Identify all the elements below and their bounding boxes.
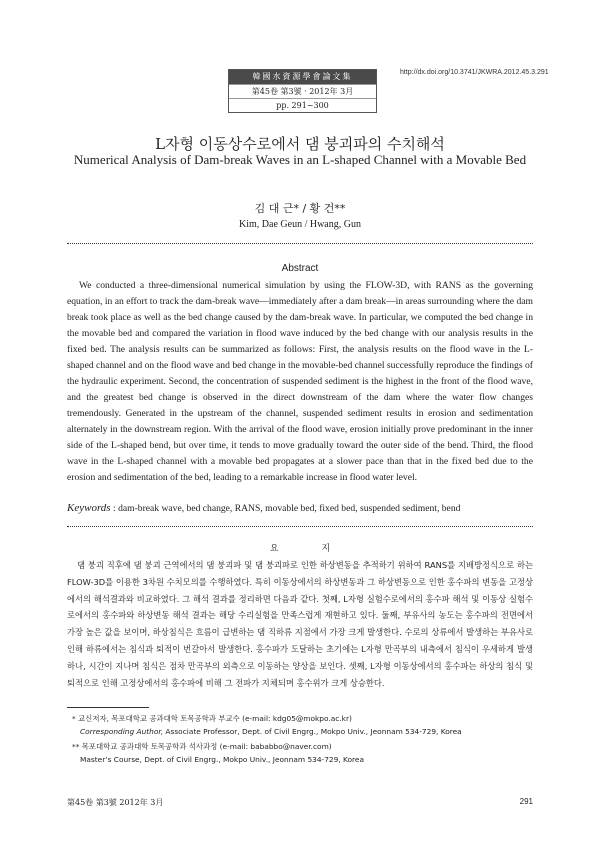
doi-link[interactable]: http://dx.doi.org/10.3741/JKWRA.2012.45.3.291: [400, 69, 549, 76]
yoji-heading: 요 지: [269, 544, 351, 554]
abstract-heading: Abstract: [281, 263, 319, 274]
footnote-1-en: [80, 726, 540, 738]
footnote-rule: [67, 707, 149, 708]
yoji-body: 댐 붕괴 직후에 댐 붕괴 근역에서의 댐 붕괴파 및 댐 붕괴파로 인한 하상변동을 추적하기 위하여 RANS를 지배방정식으로 하는 FLOW-3D를 이용한 3차원 수치모의를 수행하였다. 특히 이동상에서의 하상변동과 그 하상변동으로 인한 홍수파의 변동을 고정상에서의 해석결과와 비교하였다. 그 해석 결과를 정리하면 다음과 같다. 첫째, L자형 실험수로에서의 홍수파 해석 및 이동상 실험수로에서의 홍수파와 하상변동 해석 결과는 해당 수리실험을 만족스럽게 재현하고 있다. 둘째, 부유사의 농도는 홍수파의 전면에서 가장 높은 값을 보이며, 하상침식은 흐름이 급변하는 댐 직하류 지점에서 가장 크게 발생한다. 수로의 상류에서 발생하는 부유사로 인해 하류에서는 침식과 퇴적이 번갈아서 발생한다. 홍수파가 도달하는 초기에는 L자형 만곡부의 내측에서 침식이 우세하게 발생하나, 시간이 지나며 침식은 점차 만곡부의 외측으로 이동하는 양상을 보인다. 셋째, L자형 이동상에서의 홍수파는 하상의 침식 및 퇴적으로 인해 고정상에서의 홍수파에 비해 그 전파가 지체되며 홍수위가 크게 상승한다.: [67, 560, 533, 688]
abstract-body: We conducted a three-dimensional numerical simulation by using the FLOW-3D, with RANS as the governing equation, in an effort to track the dam-break wave—immediately after a dam break—in areas surrounding where the dam break took place as well as the bed change caused by the dam-break wave. In particular, we computed the bed change in the movable bed and compared the variation in flood wave induced by the bed change with our analysis results in the fixed bed. The analysis results can be summarized as follows: First, the analysis results on the flood wave in the L-shaped channel and on the flood wave and bed change in the movable-bed channel successfully reproduce the findings of the hydraulic experiment. Second, the concentration of suspended sediment is the highest in the front of the flood wave, and the greatest bed change is observed in the direct downstream of the dam where the water flow changes tremendously. Generated in the upstream of the channel, suspended sediment results in erosion and sedimentation alternately in the downstream region. With the arrival of the flood wave, erosion initially prove predominant in the inner side of the L-shaped bend, but over time, it tends to move gradually toward the outer side of the bend. Third, the flood wave in the L-shaped channel with a movable bed propagates at a slower pace than that in the fixed bed due to the erosion and sedimentation of the bed, leading to a remarkable increase in flood water level.: [67, 280, 533, 483]
journal-info-box: [228, 69, 377, 113]
footnote-1-role: Corresponding Author,: [80, 727, 164, 736]
footnote-1-ko: * 교신저자, 목포대학교 공과대학 토목공학과 부교수 (e-mail: kdg05@mokpo.ac.kr): [72, 714, 352, 723]
authors-english: Kim, Dae Geun / Hwang, Gun: [239, 219, 361, 230]
page-number: 291: [519, 797, 533, 806]
footer-issue: 第45卷 第3號 2012年 3月: [67, 798, 164, 807]
footnote-2-ko: ** 목포대학교 공과대학 토목공학과 석사과정 (e-mail: bababbo@naver.com): [72, 742, 332, 751]
title-korean: L자형 이동상수로에서 댐 붕괴파의 수치해석: [155, 135, 445, 153]
footnote-1-affil: Associate Professor, Dept. of Civil Engrg., Mokpo Univ., Jeonnam 534-729, Korea: [163, 727, 462, 736]
authors-korean: 김 대 근* / 황 건**: [254, 202, 346, 215]
title-english: Numerical Analysis of Dam-break Waves in an L-shaped Channel with a Movable Bed: [73, 152, 527, 167]
divider-top: [67, 243, 533, 244]
journal-pages: pp. 291~300: [229, 98, 376, 112]
divider-middle: [67, 526, 533, 527]
keywords-label: Keywords: [67, 502, 111, 514]
footnote-2-en: Master’s Course, Dept. of Civil Engrg., Mokpo Univ., Jeonnam 534-729, Korea: [80, 755, 364, 764]
keywords-text: : dam-break wave, bed change, RANS, movable bed, fixed bed, suspended sediment, bend: [113, 503, 461, 514]
journal-issue: 第45卷 第3號 · 2012年 3月: [229, 84, 376, 98]
journal-name: 韓國水資源學會論文集: [229, 70, 376, 84]
keywords-line: [67, 502, 533, 514]
